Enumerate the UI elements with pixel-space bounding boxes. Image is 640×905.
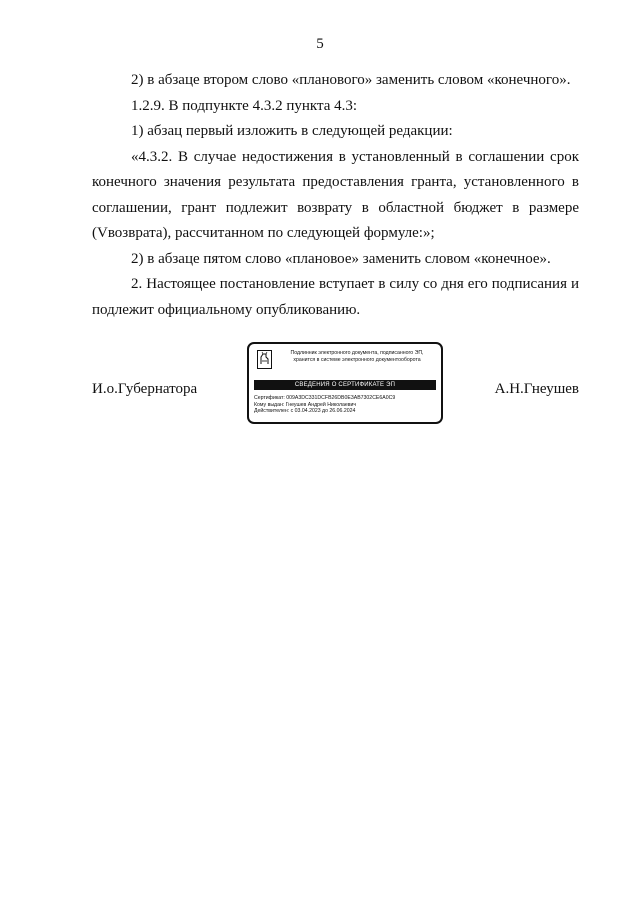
document-body — [92, 68, 579, 323]
paragraph: 2) в абзаце пятом слово «плановое» заменить словом «конечное». — [131, 250, 551, 267]
coat-of-arms-icon — [257, 350, 272, 369]
paragraph: 2. Настоящее постановление вступает в силу со дня его подписания и подлежит официальному опубликованию. — [92, 276, 579, 318]
stamp-notice — [277, 350, 437, 364]
paragraph: 1.2.9. В подпункте 4.3.2 пункта 4.3: — [131, 97, 358, 114]
certificate-number: Сертификат: 009A3DC331DCFB26DB0E3AB7302CE6A0C9 — [254, 395, 396, 401]
signature-block — [92, 342, 579, 432]
paragraph: 2) в абзаце втором слово «планового» заменить словом «конечного». — [131, 72, 571, 88]
certificate-validity: Действителен: с 03.04.2023 до 26.06.2024 — [254, 408, 356, 415]
electronic-signature-stamp — [247, 342, 443, 424]
certificate-owner: Кому выдан: Гнеушев Андрей Николаевич — [254, 401, 357, 408]
stamp-notice-line: Подлинник электронного документа, подписанного ЭП, — [290, 350, 424, 356]
page-number: 5 — [316, 36, 324, 52]
stamp-notice-line: хранится в системе электронного документооборота — [293, 357, 421, 363]
signer-title: И.о.Губернатора — [92, 381, 198, 397]
stamp-banner: СВЕДЕНИЯ О СЕРТИФИКАТЕ ЭП — [254, 380, 436, 390]
paragraph: «4.3.2. В случае недостижения в установленный в соглашении срок конечного значения результата предоставления гранта, установленного в соглашении, грант подлежит возврату в областной бюджет в размере (Vвозврата), рассчитанном по следующей формуле:»; — [92, 148, 579, 241]
signer-name: А.Н.Гнеушев — [494, 381, 579, 397]
paragraph: 1) абзац первый изложить в следующей редакции: — [131, 123, 453, 139]
stamp-details — [254, 395, 438, 415]
